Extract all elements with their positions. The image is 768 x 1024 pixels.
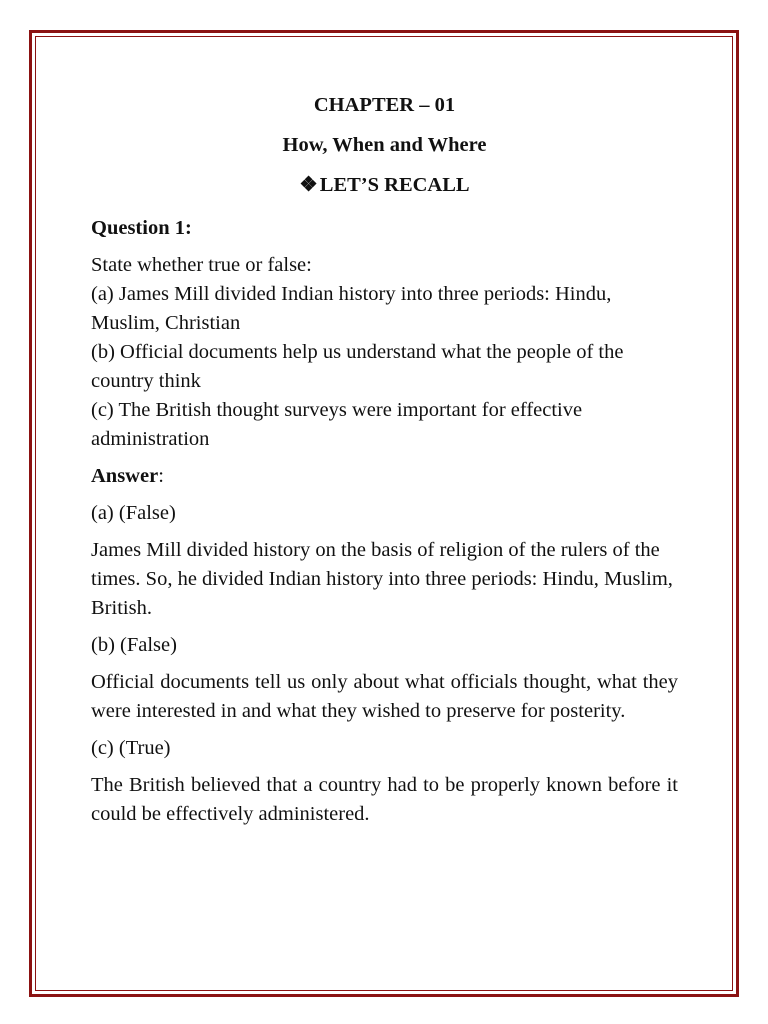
document-content: [91, 90, 678, 837]
answer-label: [91, 462, 678, 491]
question-prompt: State whether true or false:: [91, 254, 312, 276]
question-item-c: (c) The British thought surveys were important for effective administration: [91, 399, 583, 450]
chapter-title: How, When and Where: [282, 134, 487, 156]
answer-explanation-c: The British believed that a country had to be properly known before it could be effectively administered.: [91, 774, 678, 825]
question-block: [91, 251, 678, 454]
answer-explanation-b: Official documents tell us only about what officials thought, what they were interested in and what they wished to preserve for posterity.: [91, 671, 678, 722]
answer-verdict-c: (c) (True): [91, 737, 171, 759]
question-item-a: (a) James Mill divided Indian history into three periods: Hindu, Muslim, Christian: [91, 283, 612, 334]
answer-label-colon: :: [158, 465, 164, 487]
section-heading: [91, 170, 678, 210]
answer-label-text: Answer: [91, 465, 159, 487]
answer-explanation-a: James Mill divided history on the basis of religion of the rulers of the times. So, he divided Indian history into three periods: Hindu, Muslim, British.: [91, 539, 673, 619]
answer-verdict-a: (a) (False): [91, 502, 176, 524]
chapter-number: CHAPTER – 01: [313, 94, 456, 116]
diamond-bullet-icon: ❖: [299, 174, 318, 196]
question-label: Question 1:: [91, 217, 192, 239]
question-item-b: (b) Official documents help us understand what the people of the country think: [91, 341, 624, 392]
section-heading-text: LET’S RECALL: [319, 174, 470, 196]
answer-verdict-b: (b) (False): [91, 634, 177, 656]
